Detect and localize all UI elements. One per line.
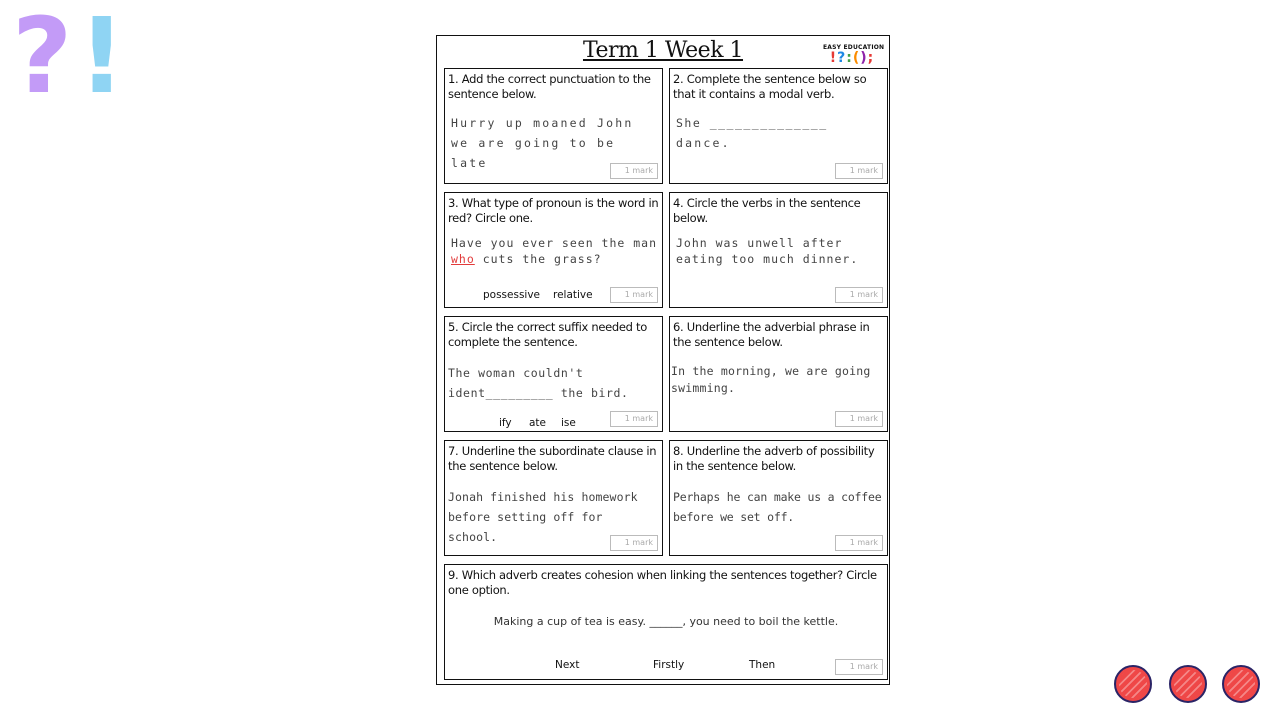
question-2-text bbox=[673, 72, 884, 102]
mark-box: 1 mark bbox=[835, 411, 883, 427]
question-prompt: Add the correct punctuation to the sentence below. bbox=[448, 72, 651, 101]
mark-box: 1 mark bbox=[835, 659, 883, 675]
question-number: 5. bbox=[448, 320, 459, 334]
question-9-text bbox=[448, 568, 884, 598]
sentence-line: She ______________ bbox=[676, 116, 828, 130]
logo-glyphs bbox=[823, 51, 881, 65]
question-1-box bbox=[444, 68, 663, 184]
option-ate[interactable]: ate bbox=[529, 417, 547, 429]
question-number: 4. bbox=[673, 196, 684, 210]
sentence-line: Have you ever seen the man bbox=[451, 236, 658, 250]
question-7-text bbox=[448, 444, 659, 474]
sentence-line: swimming. bbox=[671, 381, 736, 395]
question-3-box bbox=[444, 192, 663, 308]
question-prompt: Underline the adverbial phrase in the sentence below. bbox=[673, 320, 870, 349]
option-next[interactable]: Next bbox=[555, 659, 580, 671]
question-prompt: Which adverb creates cohesion when linking the sentences together? Circle one option. bbox=[448, 568, 877, 597]
sentence-line: ident_________ the bird. bbox=[448, 386, 629, 400]
question-6-text bbox=[673, 320, 884, 350]
question-5-text bbox=[448, 320, 659, 350]
question-1-text bbox=[448, 72, 659, 102]
question-prompt: Complete the sentence below so that it contains a modal verb. bbox=[673, 72, 867, 101]
sentence-line bbox=[451, 251, 658, 267]
question-2-box bbox=[669, 68, 888, 184]
exclamation-mark-decoration: ! bbox=[78, 0, 126, 117]
sentence-fragment: cuts the grass? bbox=[474, 252, 602, 266]
logo-glyph: ? bbox=[837, 50, 847, 66]
option-then[interactable]: Then bbox=[749, 659, 776, 671]
question-2-sentence bbox=[676, 113, 883, 153]
logo-glyph: ! bbox=[829, 50, 838, 66]
question-6-box bbox=[669, 316, 888, 432]
logo-glyph: ; bbox=[867, 50, 875, 66]
question-number: 8. bbox=[673, 444, 684, 458]
nav-ball-button[interactable] bbox=[1222, 665, 1260, 703]
worksheet bbox=[436, 35, 890, 685]
question-5-box bbox=[444, 316, 663, 432]
mark-box: 1 mark bbox=[835, 535, 883, 551]
question-5-sentence bbox=[448, 363, 658, 403]
question-3-sentence bbox=[451, 235, 658, 267]
worksheet-title: Term 1 Week 1 bbox=[582, 38, 744, 63]
mark-box: 1 mark bbox=[835, 287, 883, 303]
question-number: 1. bbox=[448, 72, 459, 86]
nav-ball-button[interactable] bbox=[1114, 665, 1152, 703]
question-prompt: Underline the subordinate clause in the sentence below. bbox=[448, 444, 657, 473]
logo-glyph: : bbox=[846, 50, 853, 66]
question-prompt: What type of pronoun is the word in red? Circle one. bbox=[448, 196, 659, 225]
question-8-text bbox=[673, 444, 884, 474]
mark-box: 1 mark bbox=[610, 287, 658, 303]
option-firstly[interactable]: Firstly bbox=[653, 659, 685, 671]
sentence-line: eating too much dinner. bbox=[676, 252, 859, 266]
logo-text: EASY EDUCATION bbox=[823, 44, 885, 51]
option-possessive[interactable]: possessive bbox=[483, 289, 541, 301]
question-prompt: Underline the adverb of possibility in the sentence below. bbox=[673, 444, 875, 473]
sentence-line: dance. bbox=[676, 136, 731, 150]
question-prompt: Circle the verbs in the sentence below. bbox=[673, 196, 861, 225]
option-ise[interactable]: ise bbox=[561, 417, 576, 429]
question-number: 2. bbox=[673, 72, 684, 86]
question-number: 7. bbox=[448, 444, 459, 458]
question-8-box bbox=[669, 440, 888, 556]
logo-glyph: ( bbox=[852, 50, 861, 66]
sentence-line: before we set off. bbox=[673, 510, 795, 524]
question-prompt: Circle the correct suffix needed to complete the sentence. bbox=[448, 320, 647, 349]
logo-glyph: ) bbox=[860, 50, 868, 66]
option-relative[interactable]: relative bbox=[553, 289, 593, 301]
question-4-sentence bbox=[676, 235, 883, 267]
highlighted-pronoun: who bbox=[451, 252, 475, 266]
question-9-sentence: Making a cup of tea is easy. ______, you need to boil the kettle. bbox=[493, 615, 839, 628]
sentence-line: we are going to be late bbox=[451, 136, 616, 170]
sentence-line: In the morning, we are going bbox=[671, 364, 871, 378]
question-4-box bbox=[669, 192, 888, 308]
easy-education-logo bbox=[823, 44, 885, 66]
sentence-line: before setting off for school. bbox=[448, 510, 603, 544]
nav-ball-button[interactable] bbox=[1169, 665, 1207, 703]
sentence-line: John was unwell after bbox=[676, 236, 843, 250]
question-number: 3. bbox=[448, 196, 459, 210]
question-mark-decoration: ? bbox=[12, 0, 73, 117]
question-6-sentence bbox=[671, 363, 883, 397]
question-3-text bbox=[448, 196, 659, 226]
question-7-box bbox=[444, 440, 663, 556]
sentence-line: Hurry up moaned John bbox=[451, 116, 634, 130]
question-number: 9. bbox=[448, 568, 459, 582]
question-number: 6. bbox=[673, 320, 684, 334]
mark-box: 1 mark bbox=[610, 535, 658, 551]
mark-box: 1 mark bbox=[610, 411, 658, 427]
sentence-line: Perhaps he can make us a coffee bbox=[673, 490, 882, 504]
sentence-line: The woman couldn't bbox=[448, 366, 584, 380]
option-ify[interactable]: ify bbox=[499, 417, 512, 429]
question-4-text bbox=[673, 196, 884, 226]
question-8-sentence bbox=[673, 487, 883, 527]
mark-box: 1 mark bbox=[610, 163, 658, 179]
question-9-box bbox=[444, 564, 888, 680]
sentence-line: Jonah finished his homework bbox=[448, 490, 638, 504]
mark-box: 1 mark bbox=[835, 163, 883, 179]
